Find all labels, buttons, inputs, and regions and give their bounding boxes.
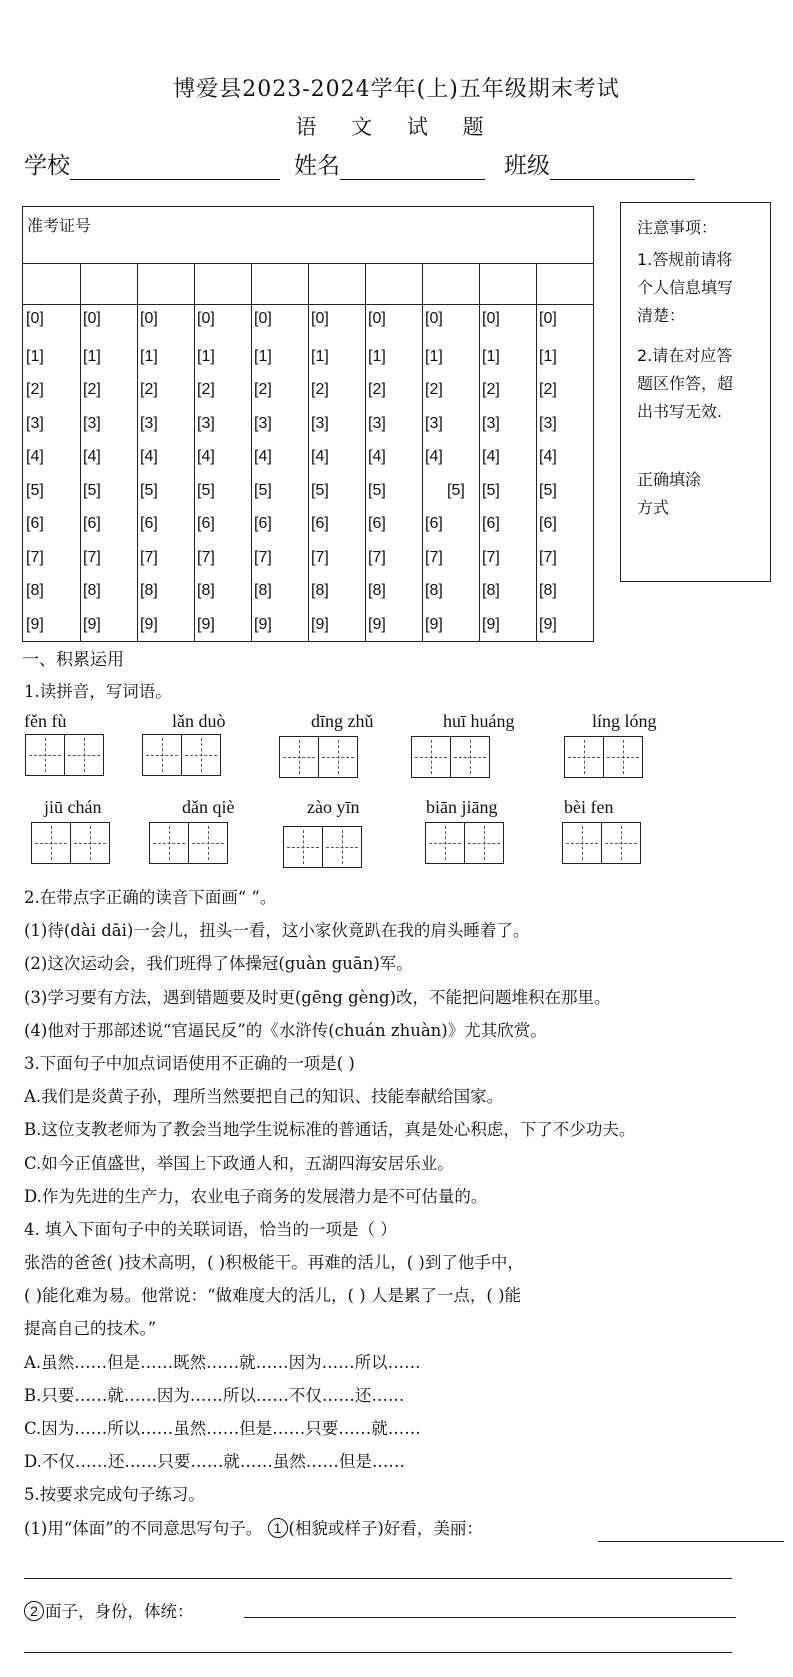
digit-bubble[interactable]: [5] bbox=[83, 481, 101, 499]
digit-bubble[interactable]: [3] bbox=[539, 414, 557, 432]
pinyin-label: bèi fen bbox=[564, 797, 614, 817]
digit-bubble[interactable]: [5] bbox=[197, 481, 215, 499]
digit-bubble[interactable]: [4] bbox=[425, 448, 443, 465]
digit-bubble[interactable]: [6] bbox=[539, 515, 557, 532]
option: C.如今正值盛世，举国上下政通人和，五湖四海安居乐业。 bbox=[24, 1154, 454, 1173]
option: D.不仅……还……只要……就……虽然……但是…… bbox=[24, 1452, 405, 1471]
digit-bubble[interactable]: [8] bbox=[311, 582, 329, 599]
digit-bubble[interactable]: [8] bbox=[254, 582, 272, 599]
writing-grid[interactable] bbox=[279, 736, 358, 778]
pinyin-label: biān jiāng bbox=[426, 797, 498, 817]
digit-bubble[interactable]: [2] bbox=[83, 381, 101, 398]
digit-bubble[interactable]: [4] bbox=[254, 448, 272, 465]
answer-line[interactable] bbox=[598, 1541, 784, 1542]
digit-bubble[interactable]: [7] bbox=[26, 548, 44, 566]
digit-bubble[interactable]: [4] bbox=[140, 448, 158, 465]
digit-bubble[interactable]: [9] bbox=[425, 615, 443, 633]
digit-bubble[interactable]: [3] bbox=[254, 414, 272, 432]
question-text: 张浩的爸爸( )技术高明，( )积极能干。再难的活儿，( )到了他手中， bbox=[24, 1253, 524, 1272]
digit-bubble[interactable]: [9] bbox=[140, 615, 158, 633]
notes-line: 1.答规前请将 bbox=[637, 250, 733, 269]
pinyin-label: líng lóng bbox=[592, 711, 657, 731]
question-5-2-text: 面子，身份，体统： bbox=[45, 1602, 194, 1621]
digit-bubble[interactable]: [0] bbox=[83, 310, 101, 327]
circled-number-icon: 1 bbox=[268, 1518, 288, 1538]
notes-line: 清楚： bbox=[637, 306, 686, 325]
class-label: 班级 bbox=[504, 153, 550, 179]
digit-bubble[interactable]: [2] bbox=[425, 381, 443, 398]
digit-bubble[interactable]: [5] bbox=[26, 481, 44, 499]
digit-bubble[interactable]: [1] bbox=[197, 347, 215, 365]
question-3: 3.下面句子中加点词语使用不正确的一项是( ) bbox=[24, 1054, 355, 1073]
notes-line: 个人信息填写 bbox=[637, 278, 734, 297]
digit-bubble[interactable]: [4] bbox=[26, 448, 44, 465]
digit-bubble[interactable]: [9] bbox=[83, 615, 101, 633]
question-5-1-text: (相貌或样子)好看，美丽： bbox=[288, 1519, 483, 1538]
digit-bubble[interactable]: [1] bbox=[482, 347, 500, 365]
digit-bubble[interactable]: [7] bbox=[83, 548, 101, 566]
writing-grid[interactable] bbox=[283, 826, 362, 868]
digit-bubble[interactable]: [3] bbox=[311, 414, 329, 432]
digit-bubble[interactable]: [9] bbox=[197, 615, 215, 633]
digit-bubble[interactable]: [7] bbox=[539, 548, 557, 566]
digit-bubble[interactable]: [3] bbox=[26, 414, 44, 432]
digit-bubble[interactable]: [1] bbox=[368, 347, 386, 365]
question-item: (2)这次运动会，我们班得了体操冠(guàn guān)军。 bbox=[24, 954, 413, 973]
answer-line[interactable] bbox=[244, 1617, 736, 1618]
writing-grid[interactable] bbox=[149, 822, 228, 864]
digit-bubble[interactable]: [7] bbox=[140, 548, 158, 566]
notes-title: 注意事项： bbox=[637, 218, 718, 237]
digit-bubble[interactable]: [9] bbox=[26, 615, 44, 633]
notes-line: 方式 bbox=[637, 498, 670, 517]
answer-line[interactable] bbox=[24, 1652, 732, 1653]
writing-grid[interactable] bbox=[564, 736, 643, 778]
circled-number-icon: 2 bbox=[24, 1601, 44, 1621]
question-5-1 bbox=[24, 1515, 483, 1539]
notes-line: 出书写无效. bbox=[637, 402, 723, 421]
writing-grid[interactable] bbox=[25, 734, 104, 776]
digit-bubble[interactable]: [1] bbox=[425, 347, 443, 365]
writing-grid[interactable] bbox=[562, 822, 641, 864]
question-item: (3)学习要有方法，遇到错题要及时更(gēng gèng)改，不能把问题堆积在那里。 bbox=[24, 988, 611, 1007]
digit-bubble[interactable]: [4] bbox=[197, 448, 215, 465]
digit-bubble[interactable]: [5] bbox=[311, 481, 329, 499]
digit-bubble[interactable]: [8] bbox=[26, 582, 44, 599]
digit-bubble[interactable]: [5] bbox=[368, 481, 386, 499]
digit-bubble[interactable]: [6] bbox=[140, 515, 158, 532]
digit-bubble[interactable]: [5] bbox=[539, 481, 557, 499]
digit-bubble[interactable]: [8] bbox=[368, 582, 386, 599]
page-title: 博爱县2023-2024学年(上)五年级期末考试 bbox=[173, 77, 620, 102]
digit-bubble[interactable]: [2] bbox=[368, 381, 386, 398]
question-5-2 bbox=[24, 1598, 194, 1622]
name-label: 姓名 bbox=[294, 153, 340, 179]
digit-bubble[interactable]: [2] bbox=[140, 381, 158, 398]
class-blank[interactable] bbox=[550, 155, 695, 180]
digit-bubble[interactable]: [3] bbox=[83, 414, 101, 432]
digit-bubble[interactable]: [3] bbox=[197, 414, 215, 432]
digit-bubble[interactable]: [5] bbox=[140, 481, 158, 499]
class-field[interactable] bbox=[504, 147, 695, 180]
answer-line[interactable] bbox=[24, 1578, 732, 1579]
digit-bubble[interactable]: [9] bbox=[368, 615, 386, 633]
digit-bubble[interactable]: [6] bbox=[197, 515, 215, 532]
pinyin-label: lǎn duò bbox=[172, 711, 226, 731]
digit-bubble[interactable]: [9] bbox=[311, 615, 329, 633]
digit-bubble[interactable]: [4] bbox=[482, 448, 500, 465]
school-blank[interactable] bbox=[70, 155, 280, 180]
notes-line: 题区作答，超 bbox=[637, 374, 734, 393]
digit-bubble[interactable]: [0] bbox=[140, 310, 158, 327]
name-blank[interactable] bbox=[340, 155, 485, 180]
digit-bubble[interactable]: [0] bbox=[539, 310, 557, 327]
notes-line: 2.请在对应答 bbox=[637, 346, 733, 365]
digit-bubble[interactable]: [5] bbox=[447, 481, 465, 499]
question-4: 4. 填入下面句子中的关联词语，恰当的一项是（ ） bbox=[24, 1220, 397, 1239]
digit-bubble[interactable]: [6] bbox=[368, 515, 386, 532]
digit-bubble[interactable]: [6] bbox=[311, 515, 329, 532]
question-2: 2.在带点字正确的读音下面画“ ”。 bbox=[24, 888, 277, 907]
digit-bubble[interactable]: [0] bbox=[197, 310, 215, 327]
digit-bubble[interactable]: [3] bbox=[482, 414, 500, 432]
digit-bubble[interactable]: [1] bbox=[140, 347, 158, 365]
digit-bubble[interactable]: [4] bbox=[539, 448, 557, 465]
question-5: 5.按要求完成句子练习。 bbox=[24, 1485, 205, 1504]
question-1: 1.读拼音，写词语。 bbox=[24, 682, 172, 701]
digit-bubble[interactable]: [4] bbox=[83, 448, 101, 465]
digit-bubble[interactable]: [8] bbox=[539, 582, 557, 599]
notes-line: 正确填涂 bbox=[637, 470, 702, 489]
option: A.虽然……但是……既然……就……因为……所以…… bbox=[24, 1353, 421, 1372]
digit-bubble[interactable]: [2] bbox=[539, 381, 557, 398]
digit-bubble[interactable]: [9] bbox=[539, 615, 557, 633]
school-label: 学校 bbox=[24, 153, 70, 179]
digit-bubble[interactable]: [8] bbox=[83, 582, 101, 599]
digit-bubble[interactable]: [1] bbox=[254, 347, 272, 365]
digit-bubble[interactable]: [2] bbox=[311, 381, 329, 398]
question-5-1-prefix: (1)用“体面”的不同意思写句子。 bbox=[24, 1519, 263, 1538]
digit-bubble[interactable]: [1] bbox=[83, 347, 101, 365]
name-field[interactable] bbox=[294, 147, 485, 180]
option: A.我们是炎黄子孙，理所当然要把自己的知识、技能奉献给国家。 bbox=[24, 1087, 504, 1106]
digit-bubble[interactable]: [1] bbox=[311, 347, 329, 365]
pinyin-label: dǎn qiè bbox=[182, 797, 235, 817]
pinyin-label: jiū chán bbox=[44, 797, 102, 817]
admission-number-table bbox=[22, 206, 594, 642]
digit-bubble[interactable]: [8] bbox=[197, 582, 215, 599]
digit-bubble[interactable]: [7] bbox=[311, 548, 329, 566]
digit-bubble[interactable]: [5] bbox=[254, 481, 272, 499]
school-field[interactable] bbox=[24, 147, 280, 180]
pinyin-label: dīng zhǔ bbox=[311, 711, 374, 731]
question-text: 提高自己的技术。” bbox=[24, 1319, 157, 1338]
digit-bubble[interactable]: [0] bbox=[482, 310, 500, 327]
digit-bubble[interactable]: [2] bbox=[26, 381, 44, 398]
option: D.作为先进的生产力，农业电子商务的发展潜力是不可估量的。 bbox=[24, 1187, 488, 1206]
option: B.这位支教老师为了教会当地学生说标准的普通话，真是处心积虑，下了不少功夫。 bbox=[24, 1120, 636, 1139]
digit-bubble[interactable]: [8] bbox=[140, 582, 158, 599]
digit-bubble[interactable]: [0] bbox=[368, 310, 386, 327]
digit-bubble[interactable]: [2] bbox=[254, 381, 272, 398]
notes-box bbox=[620, 202, 771, 582]
digit-bubble[interactable]: [0] bbox=[26, 310, 44, 327]
digit-bubble[interactable]: [7] bbox=[425, 548, 443, 566]
digit-bubble[interactable]: [2] bbox=[482, 381, 500, 398]
option: C.因为……所以……虽然……但是……只要……就…… bbox=[24, 1419, 421, 1438]
digit-bubble[interactable]: [5] bbox=[482, 481, 500, 499]
pinyin-label: fěn fù bbox=[24, 711, 67, 731]
admission-label: 准考证号 bbox=[27, 216, 92, 235]
page-subtitle: 语 文 试 题 bbox=[295, 115, 498, 139]
digit-bubble[interactable]: [1] bbox=[26, 347, 44, 365]
digit-bubble[interactable]: [3] bbox=[425, 414, 443, 432]
section-title: 一、积累运用 bbox=[22, 650, 124, 670]
digit-bubble[interactable]: [6] bbox=[83, 515, 101, 532]
writing-grid[interactable] bbox=[31, 822, 110, 864]
digit-bubble[interactable]: [6] bbox=[482, 515, 500, 532]
digit-bubble[interactable]: [7] bbox=[368, 548, 386, 566]
writing-grid[interactable] bbox=[411, 736, 490, 778]
digit-bubble[interactable]: [6] bbox=[26, 515, 44, 532]
digit-bubble[interactable]: [9] bbox=[482, 615, 500, 633]
option: B.只要……就……因为……所以……不仅……还…… bbox=[24, 1386, 405, 1405]
digit-bubble[interactable]: [0] bbox=[311, 310, 329, 327]
digit-bubble[interactable]: [4] bbox=[368, 448, 386, 465]
digit-bubble[interactable]: [7] bbox=[482, 548, 500, 566]
digit-bubble[interactable]: [0] bbox=[425, 310, 443, 327]
digit-bubble[interactable]: [6] bbox=[425, 515, 443, 532]
digit-bubble[interactable]: [0] bbox=[254, 310, 272, 327]
digit-bubble[interactable]: [7] bbox=[197, 548, 215, 566]
digit-bubble[interactable]: [2] bbox=[197, 381, 215, 398]
question-item: (1)待(dài dāi)一会儿，扭头一看，这小家伙竟趴在我的肩头睡着了。 bbox=[24, 921, 530, 940]
digit-bubble[interactable]: [3] bbox=[368, 414, 386, 432]
digit-bubble[interactable]: [9] bbox=[254, 615, 272, 633]
digit-bubble[interactable]: [4] bbox=[311, 448, 329, 465]
digit-bubble[interactable]: [3] bbox=[140, 414, 158, 432]
question-item: (4)他对于那部述说“官逼民反”的《水浒传(chuán zhuàn)》尤其欣赏。 bbox=[24, 1021, 547, 1040]
writing-grid[interactable] bbox=[425, 822, 504, 864]
question-text: ( )能化难为易。他常说：“做难度大的活儿，( ) 人是累了一点，( )能 bbox=[24, 1286, 522, 1305]
digit-bubble[interactable]: [7] bbox=[254, 548, 272, 566]
writing-grid[interactable] bbox=[142, 734, 221, 776]
digit-bubble[interactable]: [1] bbox=[539, 347, 557, 365]
pinyin-label: zào yīn bbox=[307, 797, 360, 817]
digit-bubble[interactable]: [8] bbox=[425, 582, 443, 599]
digit-bubble[interactable]: [6] bbox=[254, 515, 272, 532]
digit-bubble[interactable]: [8] bbox=[482, 582, 500, 599]
pinyin-label: huī huáng bbox=[443, 711, 515, 731]
